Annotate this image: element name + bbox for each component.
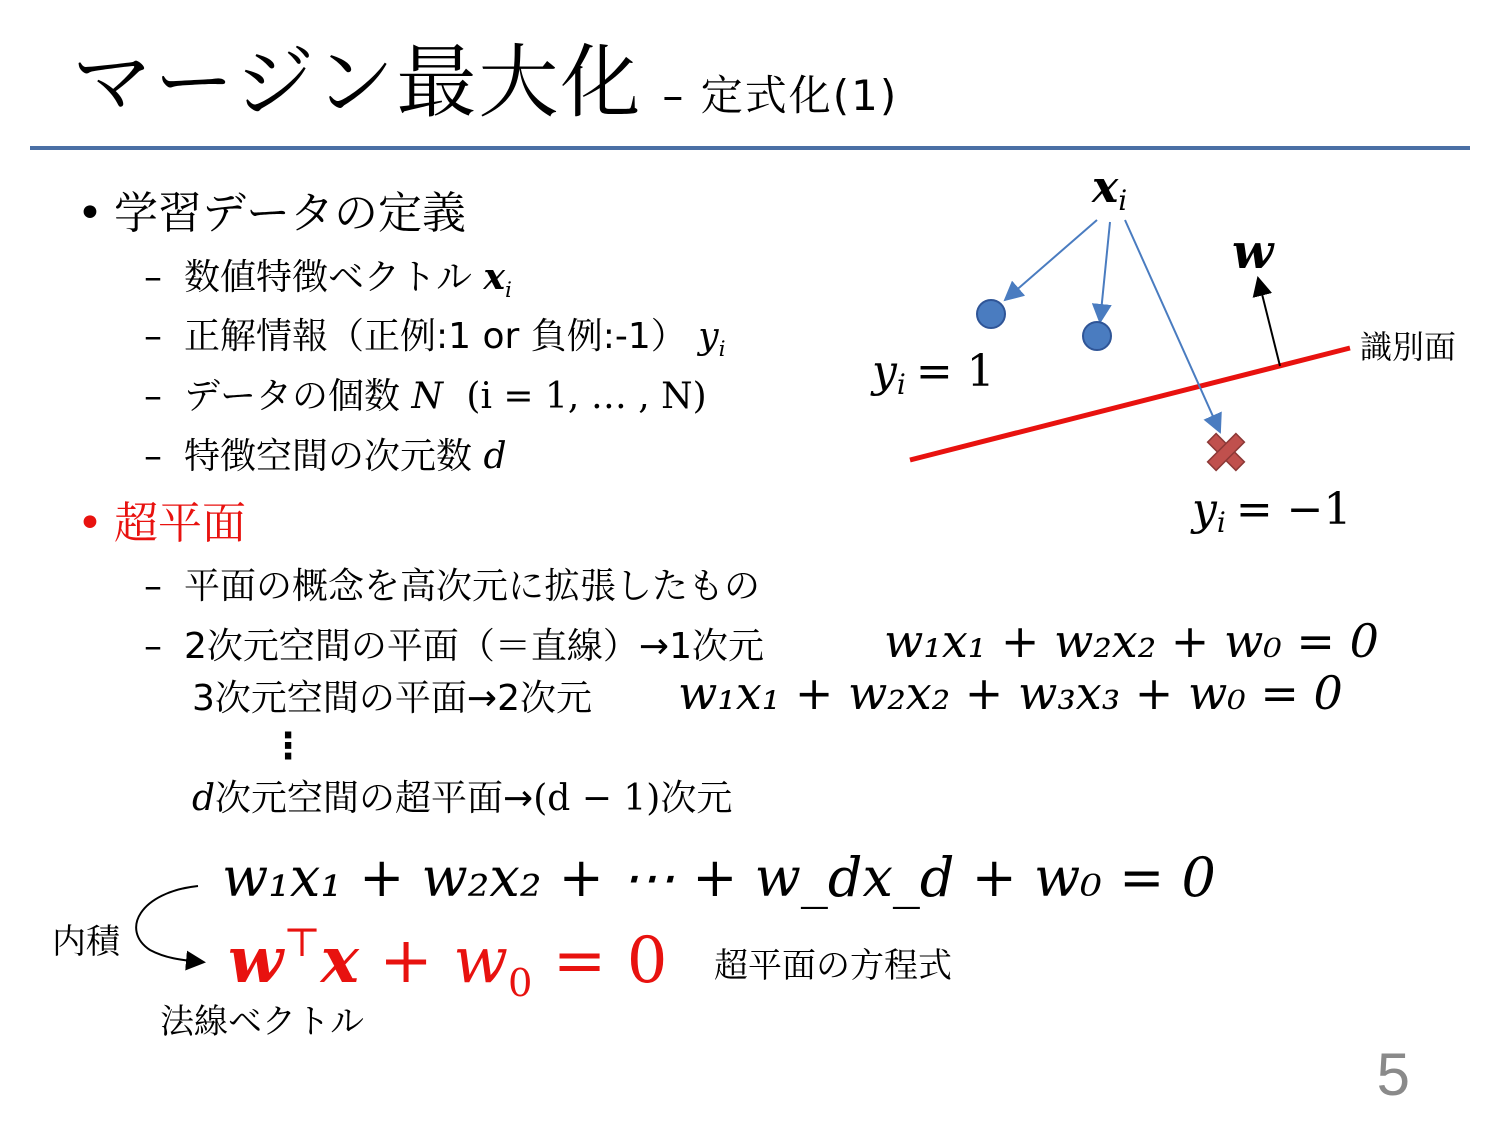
sub-item-count	[144, 372, 707, 422]
math-plus-w: + w	[379, 924, 508, 998]
sub-item-3d-plane	[192, 674, 592, 724]
normal-vector-arrow	[1258, 278, 1280, 366]
slide-title	[72, 28, 898, 151]
diagram-label-w: w	[1232, 224, 1274, 280]
dash: –	[144, 436, 162, 477]
math-x-bold: x	[320, 923, 359, 998]
equation-vector-form	[228, 920, 667, 1006]
arrow-to-point-1	[1005, 220, 1097, 300]
equation-2d: w₁x₁ + w₂x₂ + w₀ = 0	[884, 614, 1379, 668]
title-subtitle: – 定式化(1)	[662, 71, 899, 120]
vertical-ellipsis: ⋮	[270, 726, 306, 767]
math-d-minus-1: (d − 1)	[533, 778, 661, 819]
diagram-label-negative: yi = −1	[1192, 484, 1352, 539]
sub-item-text: 数値特徴ベクトル	[184, 257, 473, 298]
positive-point-2	[1083, 322, 1111, 350]
math-d: d	[192, 778, 216, 819]
bullet-training-data	[77, 184, 466, 244]
sub-item-feature-vector	[144, 252, 512, 316]
sub-item-2d-plane	[144, 622, 764, 672]
math-N: N	[411, 376, 443, 417]
math-transpose: ⊤	[283, 920, 321, 966]
sub-item-label	[144, 312, 726, 375]
equation-general: w₁x₁ + w₂x₂ + ⋯ + w_dx_d + w₀ = 0	[222, 846, 1216, 909]
title-divider	[30, 146, 1470, 150]
title-main: マージン最大化	[72, 36, 643, 129]
label-inner-product: 内積	[52, 922, 120, 962]
arrow-to-point-2	[1100, 222, 1110, 322]
bullet-text: 学習データの定義	[114, 188, 466, 239]
math-range: (i = 1, … , N)	[466, 376, 707, 417]
sub-item-text: 次元空間の超平面→	[215, 778, 534, 819]
dash: –	[144, 566, 162, 607]
math-x-bold: x	[483, 256, 505, 298]
positive-point-1	[977, 300, 1005, 328]
bullet-dot: •	[77, 188, 103, 239]
dash: –	[144, 257, 162, 298]
sub-item-text: 2次元空間の平面（＝直線）→1次元	[184, 626, 764, 667]
sub-item-text: 3次元空間の平面→2次元	[192, 678, 592, 719]
math-sub-i: i	[718, 337, 726, 363]
diagram-label-positive: yi = 1	[872, 346, 995, 401]
sub-item-text: 平面の概念を高次元に拡張したもの	[184, 566, 761, 607]
bullet-hyperplane	[77, 494, 246, 554]
negative-point-cross	[1198, 424, 1255, 481]
bullet-text: 超平面	[114, 498, 246, 549]
math-y: y	[698, 316, 719, 357]
math-d: d	[483, 436, 507, 477]
equation-3d: w₁x₁ + w₂x₂ + w₃x₃ + w₀ = 0	[678, 666, 1343, 720]
sub-item-text: 正解情報（正例:1 or 負例:-1）	[184, 316, 687, 357]
dash: –	[144, 316, 162, 357]
diagram-label-boundary: 識別面	[1360, 328, 1457, 366]
label-normal-vector: 法線ベクトル	[160, 1002, 364, 1042]
inner-product-arrow	[120, 870, 240, 980]
dash: –	[144, 376, 162, 417]
svm-diagram	[860, 160, 1490, 560]
math-equals-zero: = 0	[552, 924, 668, 998]
sub-item-text: データの個数	[184, 376, 401, 417]
diagram-label-xi: xi	[1092, 162, 1128, 217]
sub-item-hyperplane-concept	[144, 562, 761, 612]
sub-item-text: 特徴空間の次元数	[184, 436, 473, 477]
math-w-bold: w	[228, 923, 284, 998]
math-sub-i: i	[504, 278, 512, 304]
label-hyperplane-equation: 超平面の方程式	[714, 946, 952, 986]
math-sub-0: 0	[507, 960, 533, 1006]
page-number: 5	[1376, 1041, 1410, 1108]
dash: –	[144, 626, 162, 667]
sub-item-dimension	[144, 432, 507, 482]
sub-item-d-hyperplane	[192, 774, 732, 824]
bullet-dot: •	[77, 498, 103, 549]
sub-item-text: 次元	[660, 778, 733, 819]
